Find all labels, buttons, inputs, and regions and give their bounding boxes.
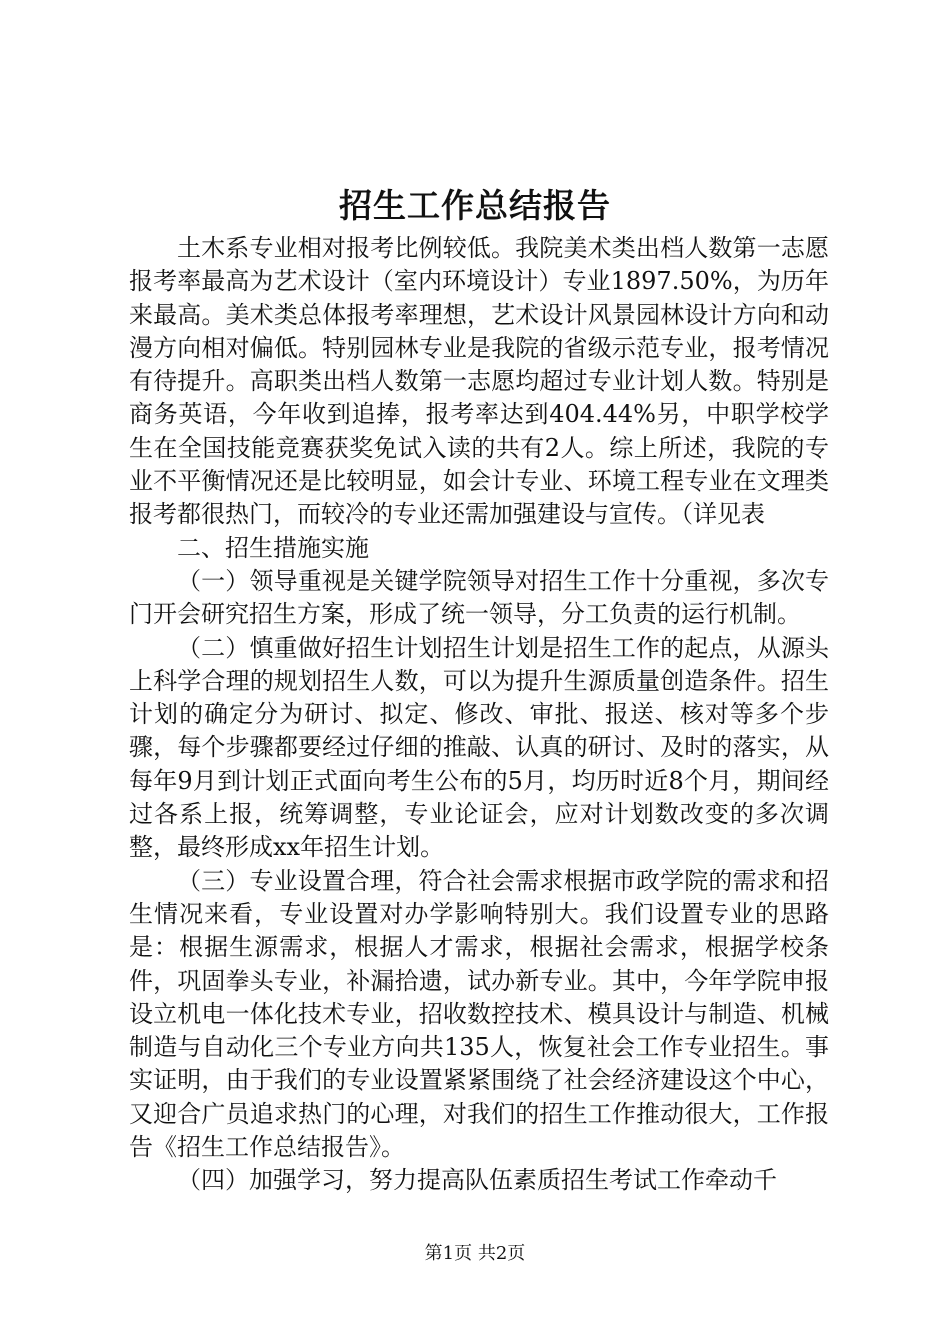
paragraph-leadership: （一）领导重视是关键学院领导对招生工作十分重视，多次专门开会研究招生方案，形成了统一领导，分工负责的运行机制。 (129, 566, 829, 629)
paragraph-enrollment-plan: （二）慎重做好招生计划招生计划是招生工作的起点，从源头上科学合理的规划招生人数，可以为提升生源质量创造条件。招生计划的确定分为研讨、拟定、修改、审批、报送、核对等多个步骤，每个步骤都要经过仔细的推敲、认真的研讨、及时的落实，从每年9月到计划正式面向考生公布的5月，均历时近8个月，期间经过各系上报，统筹调整，专业论证会，应对计划数改变的多次调整，最终形成xx年招生计划。 (129, 633, 829, 862)
paragraph-enrollment-overview: 土木系专业相对报考比例较低。我院美术类出档人数第一志愿报考率最高为艺术设计（室内环境设计）专业1897.50%，为历年来最高。美术类总体报考率理想，艺术设计风景园林设计方向和动漫方向相对偏低。特别园林专业是我院的省级示范专业，报考情况有待提升。高职类出档人数第一志愿均超过专业计划人数。特别是商务英语，今年收到追捧，报考率达到404.44%另，中职学校学生在全国技能竞赛获奖免试入读的共有2人。综上所述，我院的专业不平衡情况还是比较明显，如会计专业、环境工程专业在文理类报考都很热门，而较冷的专业还需加强建设与宣传。（详见表 (129, 234, 829, 529)
document-title: 招生工作总结报告 (339, 186, 611, 225)
section-heading-measures: 二、招生措施实施 (177, 533, 369, 562)
paragraph-major-setup: （三）专业设置合理，符合社会需求根据市政学院的需求和招生情况来看，专业设置对办学影响特别大。我们设置专业的思路是：根据生源需求，根据人才需求，根据社会需求，根据学校条件，巩固拳头专业，补漏拾遗，试办新专业。其中，今年学院申报设立机电一体化技术专业，招收数控技术、模具设计与制造、机械制造与自动化三个专业方向共135人，恢复社会工作专业招生。事实证明，由于我们的专业设置紧紧围绕了社会经济建设这个中心，又迎合广员追求热门的心理，对我们的招生工作推动很大，工作报告《招生工作总结报告》。 (129, 866, 829, 1162)
document-body (129, 232, 829, 1198)
page-number-footer: 第1页 共2页 (424, 1243, 526, 1264)
paragraph-team-training: （四）加强学习，努力提高队伍素质招生考试工作牵动千 (177, 1166, 777, 1195)
